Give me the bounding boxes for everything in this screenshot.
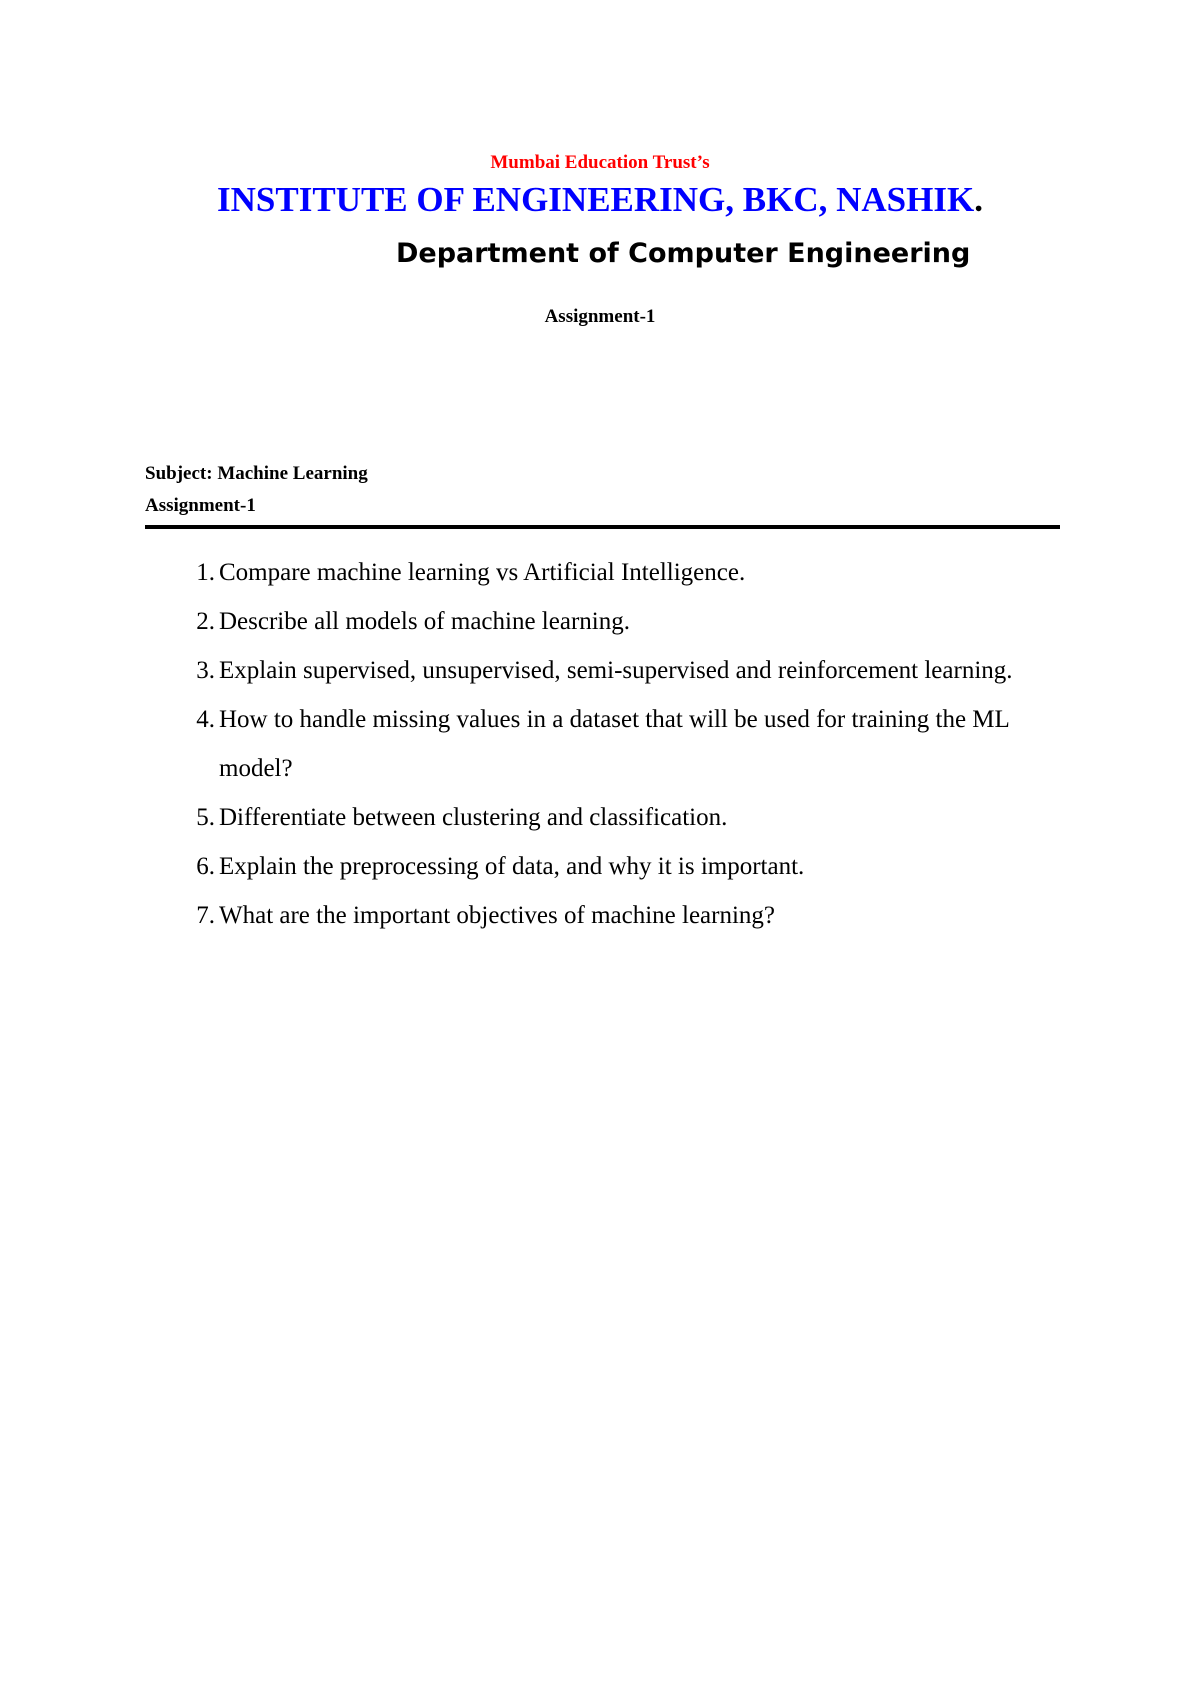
question-item [0,548,1200,597]
question-number: 4. [196,706,215,733]
question-text: Describe all models of machine learning. [219,608,630,635]
assignment-title: Assignment-1 [544,306,656,327]
subject-value: Machine Learning [217,463,368,484]
question-item [0,597,1200,646]
question-number: 1. [196,559,215,586]
question-text: Explain the preprocessing of data, and why it is important. [219,853,805,880]
question-number: 3. [196,657,215,684]
question-text: How to handle missing values in a dataset that will be used for training the ML model? [219,706,1009,782]
question-number: 7. [196,902,215,929]
department-title: Department of Computer Engineering [396,238,971,269]
question-number: 2. [196,608,215,635]
institute-name [0,180,1200,220]
question-text: What are the important objectives of machine learning? [219,902,776,929]
subject-label: Subject: [145,463,213,484]
question-list [0,548,1200,940]
horizontal-rule [145,525,1060,529]
question-text: Differentiate between clustering and classification. [219,804,728,831]
question-item [0,842,1200,891]
question-number: 5. [196,804,215,831]
subject-line [145,463,368,485]
question-item [0,646,1200,695]
question-number: 6. [196,853,215,880]
institute-name-period: . [974,180,983,219]
question-text: Explain supervised, unsupervised, semi-supervised and reinforcement learning. [219,657,1013,684]
question-item [0,793,1200,842]
question-item [0,695,1200,793]
assignment-label: Assignment-1 [145,495,256,516]
institute-name-text: INSTITUTE OF ENGINEERING, BKC, NASHIK [217,180,975,219]
trust-name: Mumbai Education Trust’s [490,152,710,173]
question-text: Compare machine learning vs Artificial Intelligence. [219,559,746,586]
question-item [0,891,1200,940]
